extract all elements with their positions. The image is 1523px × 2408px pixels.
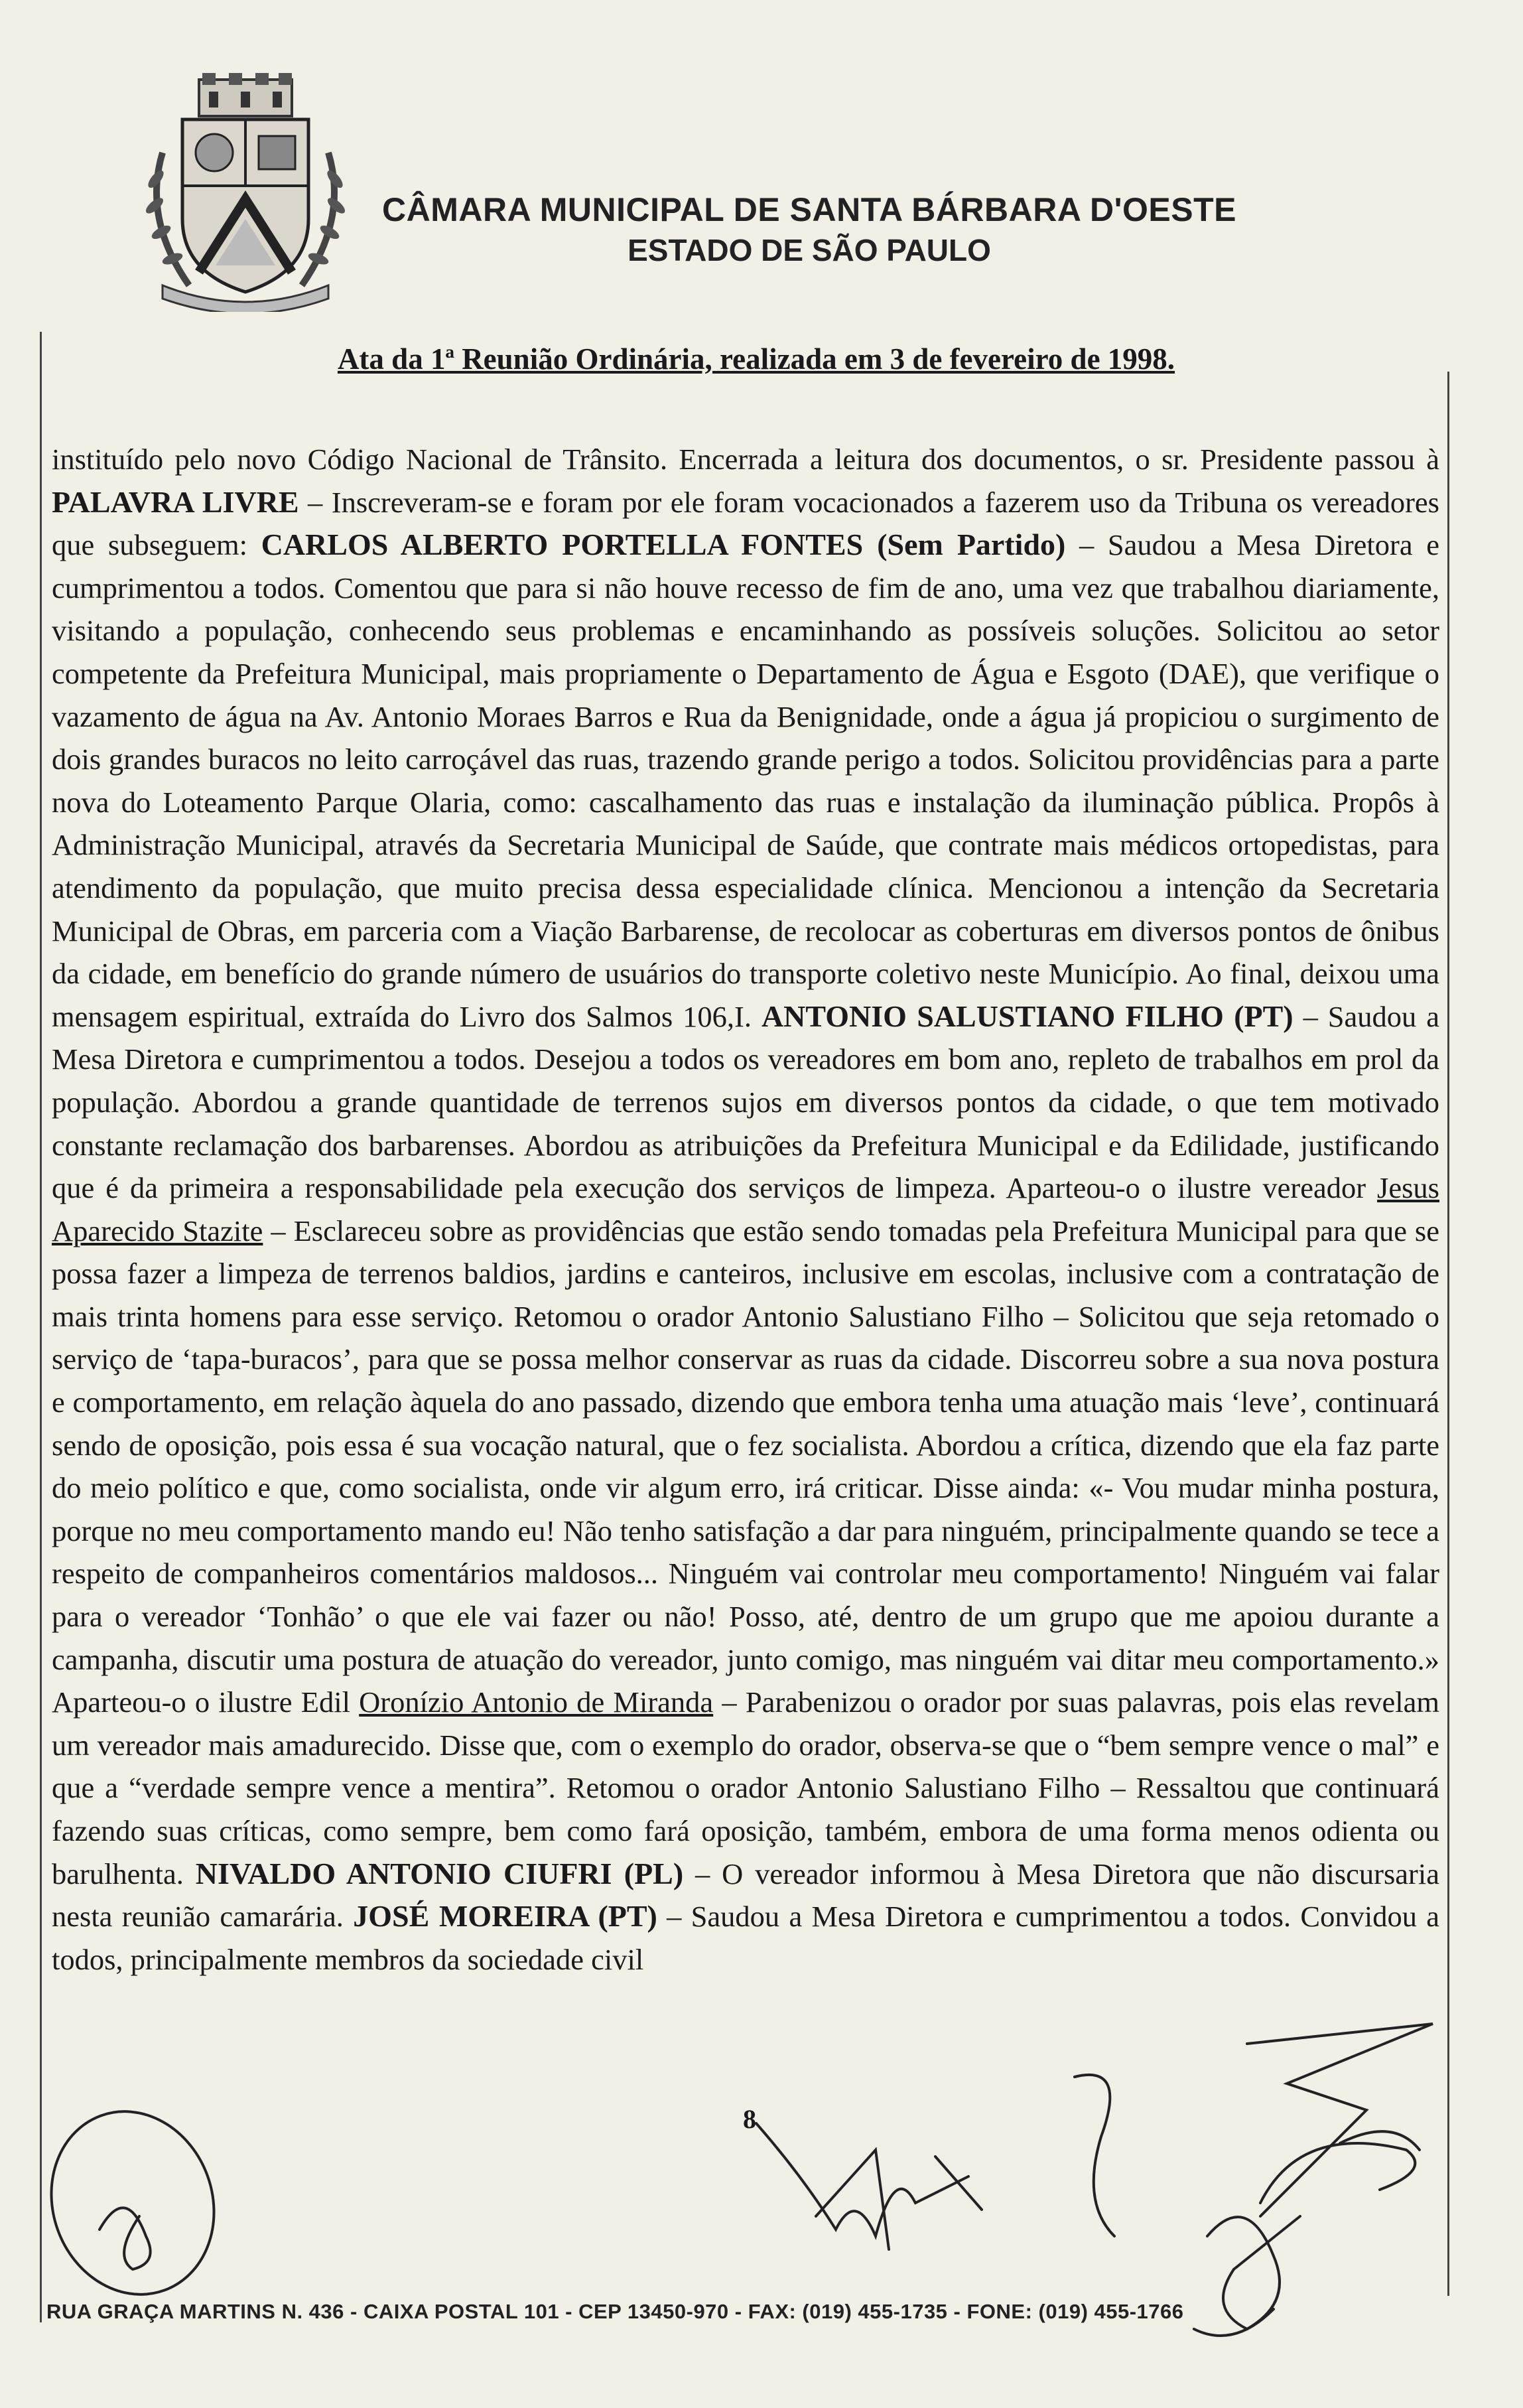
municipal-coat-of-arms-icon [136, 73, 355, 312]
institution-name: CÂMARA MUNICIPAL DE SANTA BÁRBARA D'OESTE [382, 191, 1236, 228]
body-text-segment: – Saudou a Mesa Diretora e cumprimentou a todos. Comentou que para si não houve recesso de fim de ano, uma vez que trabalhou diariamente, visitando a população, conhecendo seus problemas e encaminhando as possíveis soluções. Solicitou ao setor competente da Prefeitura Municipal, mais propriamente o Departamento de Água e Esgoto (DAE), que verifique o vazamento de água na Av. Antonio Moraes Barros e Rua da Benignidade, onde a água já propiciou o surgimento de dois grandes buracos no leito carroçável das ruas, trazendo grande perigo a todos. Solicitou providências para a parte nova do Loteamento Parque Olaria, como: cascalhamento das ruas e instalação da iluminação pública. Propôs à Administração Municipal, através da Secretaria Municipal de Saúde, que contrate mais médicos ortopedistas, para atendimento da população, que muito precisa dessa especialidade clínica. Mencionou a intenção da Secretaria Municipal de Obras, em parceria com a Viação Barbarense, de recolocar as coberturas em diversos pontos de ônibus da cidade, em benefício do grande número de usuários do transporte coletivo neste Município. Ao final, deixou uma mensagem espiritual, extraída do Livro dos Salmos 106,I. [52, 528, 1439, 1033]
speaker-name: ANTONIO SALUSTIANO FILHO (PT) [761, 999, 1293, 1033]
body-text-segment: – Parabenizou o orador por suas palavras, pois elas revelam um vereador mais amadurecido. Disse que, com o exemplo do orador, observa-se que o “bem sempre vence o mal” e que a “verdade sempre vence a mentira”. Retomou o orador Antonio Salustiano Filho – Ressaltou que continuará fazendo suas críticas, como sempre, bem como fará oposição, também, embora de uma forma menos odienta ou barulhenta. [52, 1685, 1439, 1890]
page-number: 8 [743, 2104, 756, 2134]
minutes-title: Ata da 1ª Reunião Ordinária, realizada em 3 de fevereiro de 1998. [337, 342, 1175, 376]
aparte-name: Oronízio Antonio de Miranda [359, 1685, 714, 1719]
body-text-segment: – O vereador informou à Mesa Diretora que não discursaria nesta reunião camarária. [52, 1857, 1439, 1934]
speaker-name: CARLOS ALBERTO PORTELLA FONTES (Sem Partido) [261, 528, 1066, 562]
body-text-segment: – Inscreveram-se e foram por ele foram vocacionados a fazerem uso da Tribuna os vereadores que subseguem: [52, 485, 1439, 562]
state-name: ESTADO DE SÃO PAULO [628, 233, 991, 267]
letterhead-footer: RUA GRAÇA MARTINS N. 436 - CAIXA POSTAL 101 - CEP 13450-970 - FAX: (019) 455-1735 - FONE: (019) 455-1766 [46, 2300, 1184, 2323]
right-margin-rule [1447, 372, 1449, 2296]
body-text-segment: – Saudou a Mesa Diretora e cumprimentou a todos. Desejou a todos os vereadores em bom ano, repleto de trabalhos em prol da população. Abordou a grande quantidade de terrenos sujos em diversos pontos da cidade, o que tem motivado constante reclamação dos barbarenses. Abordou as atribuições da Prefeitura Municipal e da Edilidade, justificando que é da primeira a responsabilidade pela execução dos serviços de limpeza. Aparteou-o o ilustre vereador [52, 999, 1439, 1205]
body-text-segment: – Saudou a Mesa Diretora e cumprimentou a todos. Convidou a todos, principalmente membros da sociedade civil [52, 1900, 1439, 1976]
section-heading: PALAVRA LIVRE [52, 484, 299, 519]
aparte-name: Jesus Aparecido Stazite [52, 1171, 1439, 1247]
body-text-segment: instituído pelo novo Código Nacional de Trânsito. Encerrada a leitura dos documentos, o sr. Presidente passou à [52, 443, 1439, 476]
letterhead [371, 189, 1247, 270]
minutes-body [52, 438, 1439, 1981]
body-text-segment: – Esclareceu sobre as providências que estão sendo tomadas pela Prefeitura Municipal para que se possa fazer a limpeza de terrenos baldios, jardins e canteiros, inclusive em escolas, inclusive com a contratação de mais trinta homens para esse serviço. Retomou o orador Antonio Salustiano Filho – Solicitou que seja retomado o serviço de ‘tapa-buracos’, para que se possa melhor conservar as ruas da cidade. Discorreu sobre a sua nova postura e comportamento, em relação àquela do ano passado, dizendo que embora tenha uma atuação mais ‘leve’, continuará sendo de oposição, pois essa é sua vocação natural, que o fez socialista. Abordou a crítica, dizendo que ela faz parte do meio político e que, como socialista, onde vir algum erro, irá criticar. Disse ainda: «- Vou mudar minha postura, porque no meu comportamento mando eu! Não tenho satisfação a dar para ninguém, principalmente quando se tece a respeito de companheiros comentários maldosos... Ninguém vai controlar meu comportamento! Ninguém vai falar para o vereador ‘Tonhão’ o que ele vai fazer ou não! Posso, até, dentro de um grupo que me apoiou durante a campanha, discutir uma postura de atuação do vereador, junto comigo, mas ninguém vai ditar meu comportamento.» Aparteou-o o ilustre Edil [52, 1214, 1440, 1719]
speaker-name: JOSÉ MOREIRA (PT) [353, 1899, 657, 1934]
speaker-name: NIVALDO ANTONIO CIUFRI (PL) [195, 1856, 684, 1890]
